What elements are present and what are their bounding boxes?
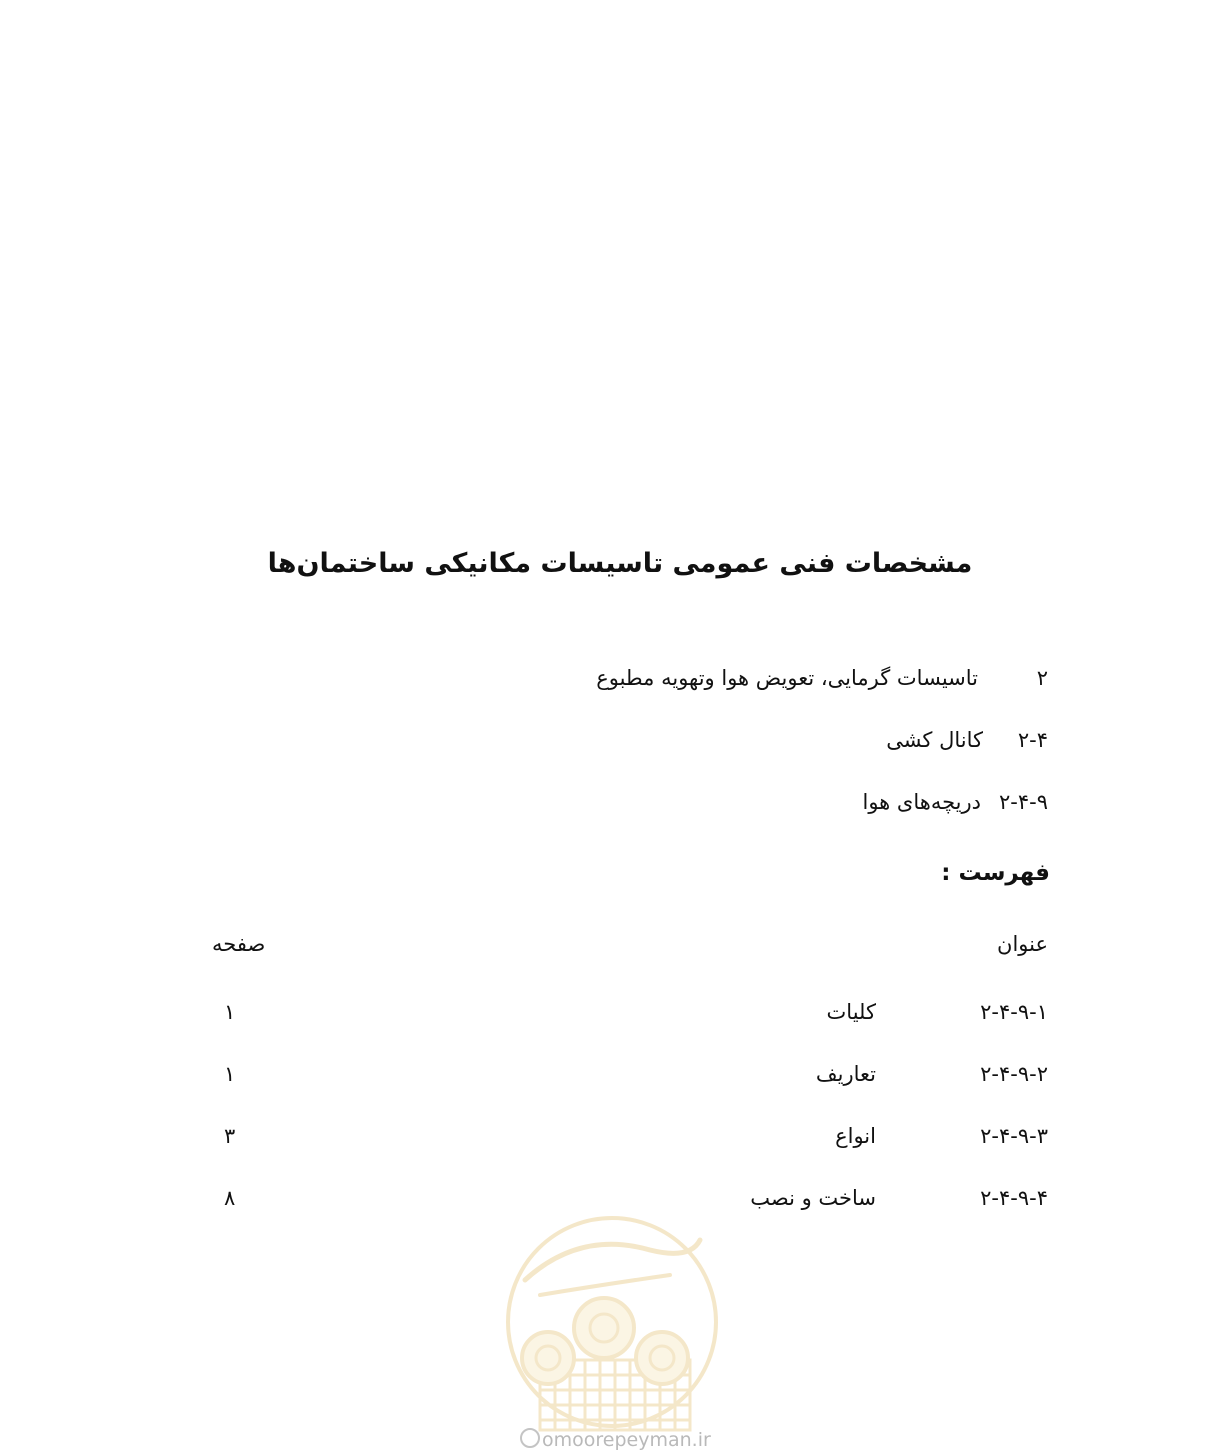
heading-text: دریچه‌های هوا bbox=[862, 790, 981, 814]
toc-row-page: ۸ bbox=[224, 1186, 236, 1210]
toc-row bbox=[200, 1000, 1048, 1034]
toc-column-title: عنوان bbox=[997, 932, 1048, 956]
heading-text: کانال کشی bbox=[886, 728, 983, 752]
heading-level-1 bbox=[596, 666, 1048, 690]
toc-heading: فهرست : bbox=[941, 860, 1050, 886]
heading-text: تاسیسات گرمایی، تعویض هوا وتهویه مطبوع bbox=[596, 666, 978, 690]
at-sign-icon bbox=[520, 1428, 540, 1448]
toc-row-page: ۱ bbox=[224, 1000, 236, 1024]
toc-row-number: ۲-۴-۹-۱ bbox=[980, 1000, 1048, 1024]
toc-row-page: ۳ bbox=[224, 1124, 236, 1148]
toc-row-title: انواع bbox=[835, 1124, 876, 1148]
toc-row-number: ۲-۴-۹-۴ bbox=[980, 1186, 1048, 1210]
toc-row-page: ۱ bbox=[224, 1062, 236, 1086]
heading-level-3 bbox=[863, 790, 1049, 814]
heading-number: ۲-۴-۹ bbox=[999, 790, 1048, 814]
heading-level-2 bbox=[886, 728, 1048, 752]
toc-row-title: تعاریف bbox=[815, 1062, 876, 1086]
heading-number: ۲ bbox=[1036, 666, 1048, 690]
watermark-logo-icon bbox=[500, 1210, 730, 1456]
toc-row bbox=[200, 1124, 1048, 1158]
document-title: مشخصات فنی عمومی تاسیسات مکانیکی ساختمان‌ها bbox=[267, 548, 973, 579]
toc-row bbox=[200, 1062, 1048, 1096]
toc-row-title: ساخت و نصب bbox=[750, 1186, 876, 1210]
heading-number: ۲-۴ bbox=[1017, 728, 1048, 752]
toc-row-number: ۲-۴-۹-۲ bbox=[980, 1062, 1048, 1086]
toc-row-number: ۲-۴-۹-۳ bbox=[980, 1124, 1048, 1148]
watermark-url: omoorepeyman.ir bbox=[520, 1428, 711, 1451]
toc-column-page: صفحه bbox=[212, 932, 266, 956]
toc-row-title: کلیات bbox=[826, 1000, 876, 1024]
